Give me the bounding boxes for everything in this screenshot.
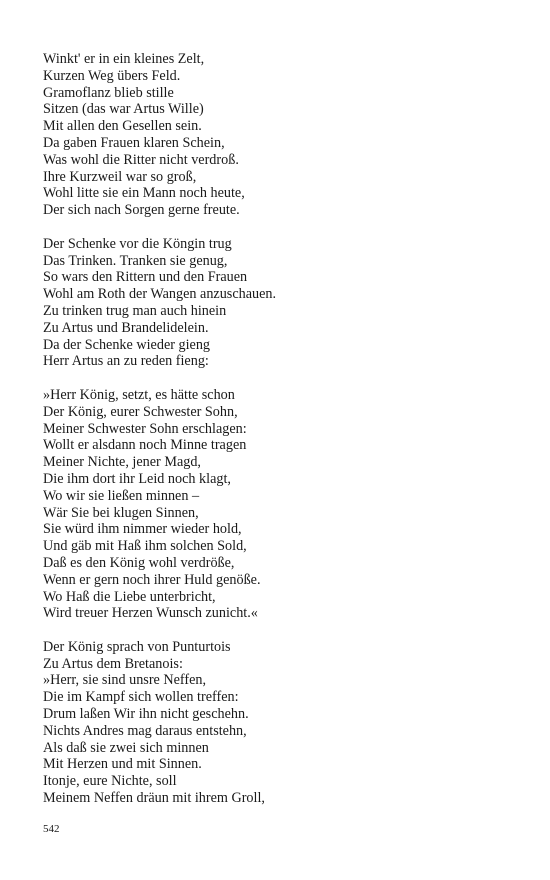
verse-line: Gramoflanz blieb stille [43,84,174,101]
verse-line: So wars den Rittern und den Frauen [43,269,248,286]
verse-line: Da gaben Frauen klaren Schein, [43,134,225,151]
verse-line: Ihre Kurzweil war so groß, [43,168,197,185]
verse-line: Der Schenke vor die Köngin trug [43,235,232,252]
verse-line: Die im Kampf sich wollen treffen: [43,689,239,706]
verse-line: Zu Artus und Brandelidelein. [43,319,209,336]
verse-line: Der König, eurer Schwester Sohn, [43,403,238,420]
verse-line: Mit Herzen und mit Sinnen. [43,756,202,773]
verse-line: Mit allen den Gesellen sein. [43,118,202,135]
verse-line: Wollt er alsdann noch Minne tragen [43,437,247,454]
verse-line: Meiner Nichte, jener Magd, [43,454,201,471]
verse-line: Winkt' er in ein kleines Zelt, [43,51,205,67]
stanza-2 [43,236,513,370]
verse-line: Der König sprach von Punturtois [43,638,231,655]
verse-line: Das Trinken. Tranken sie genug, [43,252,228,269]
verse-line: Herr Artus an zu reden fieng: [43,353,209,370]
verse-line: Wär Sie bei klugen Sinnen, [43,504,199,521]
verse-line: Sie würd ihm nimmer wieder hold, [43,521,242,538]
verse-line: Die ihm dort ihr Leid noch klagt, [43,470,231,487]
poem-text [43,51,513,824]
verse-line: Zu Artus dem Bretanois: [43,655,183,672]
stanza-3 [43,387,513,622]
verse-line: Was wohl die Ritter nicht verdroß. [43,151,239,168]
stanza-1 [43,51,513,219]
verse-line: Meinem Neffen dräun mit ihrem Groll, [43,790,265,807]
verse-line: Wohl litte sie ein Mann noch heute, [43,185,245,202]
verse-line: Wohl am Roth der Wangen anzuschauen. [43,286,277,303]
verse-line: Sitzen (das war Artus Wille) [43,101,204,118]
verse-line: Wird treuer Herzen Wunsch zunicht.« [43,605,258,622]
verse-line: Als daß sie zwei sich minnen [43,739,209,756]
verse-line: Meiner Schwester Sohn erschlagen: [43,420,247,437]
verse-line: Der sich nach Sorgen gerne freute. [43,202,240,219]
stanza-4 [43,639,513,807]
verse-line: Drum laßen Wir ihn nicht geschehn. [43,706,249,723]
verse-line: Wenn er gern noch ihrer Huld genöße. [43,571,261,588]
verse-line: Daß es den König wohl verdröße, [43,554,235,571]
page-number: 542 [43,823,60,835]
verse-line: Zu trinken trug man auch hinein [43,302,227,319]
verse-line: Da der Schenke wieder gieng [43,336,211,353]
verse-line: Wo Haß die Liebe unterbricht, [43,588,216,605]
verse-line: Kurzen Weg übers Feld. [43,67,181,84]
verse-line: »Herr, sie sind unsre Neffen, [43,672,207,689]
verse-line: »Herr König, setzt, es hätte schon [43,386,235,403]
verse-line: Und gäb mit Haß ihm solchen Sold, [43,538,247,555]
verse-line: Wo wir sie ließen minnen – [43,487,200,504]
verse-line: Nichts Andres mag daraus entstehn, [43,722,247,739]
verse-line: Itonje, eure Nichte, soll [43,773,177,790]
